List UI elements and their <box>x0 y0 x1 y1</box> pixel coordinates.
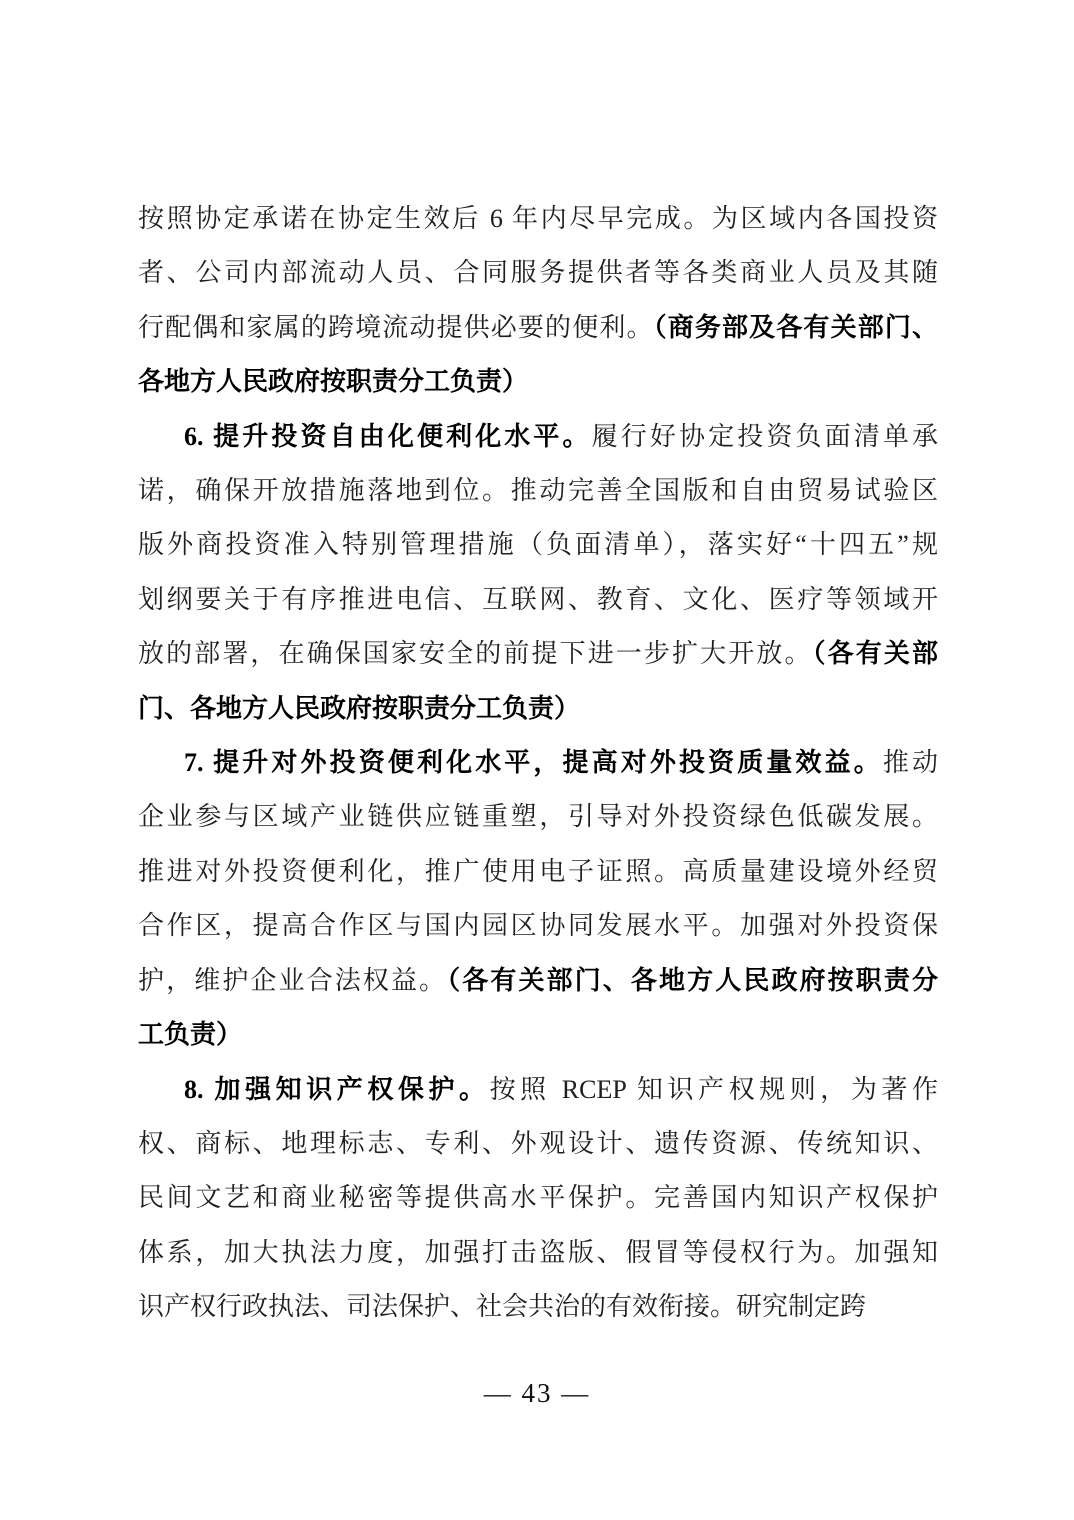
text-line <box>138 1171 938 1225</box>
body-text: 版外商投资准入特别管理措施（负面清单），落实好“十四五”规 <box>138 530 938 560</box>
text-line <box>138 1117 938 1171</box>
text-line <box>138 736 938 790</box>
body-text: 行配偶和家属的跨境流动提供必要的便利。 <box>138 312 654 342</box>
section-heading-text: 6. 提升投资自由化便利化水平。 <box>184 421 592 451</box>
text-line <box>138 1280 938 1334</box>
text-line <box>138 355 938 409</box>
text-line <box>138 954 938 1008</box>
text-line <box>138 301 938 355</box>
section-heading-text: 7. 提升对外投资便利化水平，提高对外投资质量效益。 <box>184 748 883 778</box>
body-text: 合作区，提高合作区与国内园区协同发展水平。加强对外投资保 <box>138 911 938 941</box>
body-text: 护，维护企业合法权益。 <box>138 965 448 995</box>
text-line <box>138 1226 938 1280</box>
text-line <box>138 192 938 246</box>
text-line <box>138 246 938 300</box>
page-footer <box>0 1378 1074 1409</box>
text-line <box>138 627 938 681</box>
body-text: 民间文艺和商业秘密等提供高水平保护。完善国内知识产权保护 <box>138 1183 938 1213</box>
body-text: 履行好协定投资负面清单承 <box>591 421 938 451</box>
body-text: 体系，加大执法力度，加强打击盗版、假冒等侵权行为。加强知 <box>138 1237 938 1267</box>
text-line <box>138 410 938 464</box>
text-line <box>138 1008 938 1062</box>
text-line <box>138 682 938 736</box>
responsibility-attribution-text: 工负责） <box>138 1020 243 1050</box>
body-text: 按照协定承诺在协定生效后 6 年内尽早完成。为区域内各国投资 <box>138 204 938 233</box>
text-line <box>138 573 938 627</box>
page-number: — 43 — <box>483 1378 591 1408</box>
body-text: 企业参与区域产业链供应链重塑，引导对外投资绿色低碳发展。 <box>138 802 938 832</box>
text-line <box>138 899 938 953</box>
responsibility-attribution-text: 各地方人民政府按职责分工负责） <box>138 367 529 397</box>
body-text: 放的部署，在确保国家安全的前提下进一步扩大开放。 <box>138 639 813 669</box>
responsibility-attribution-text: 门、各地方人民政府按职责分工负责） <box>138 693 581 723</box>
text-line <box>138 790 938 844</box>
body-text: 划纲要关于有序推进电信、互联网、教育、文化、医疗等领域开 <box>138 584 938 614</box>
body-text: 按照 RCEP 知识产权规则，为著作 <box>489 1074 938 1104</box>
text-line <box>138 518 938 572</box>
document-body <box>138 192 938 1335</box>
text-line <box>138 1063 938 1117</box>
text-line <box>138 464 938 518</box>
body-text: 推动 <box>882 748 938 778</box>
body-text: 推进对外投资便利化，推广使用电子证照。高质量建设境外经贸 <box>138 856 938 886</box>
body-text: 者、公司内部流动人员、合同服务提供者等各类商业人员及其随 <box>138 258 938 288</box>
responsibility-attribution-text: （各有关部 <box>812 639 938 669</box>
responsibility-attribution-text: （商务部及各有关部门、 <box>653 312 938 342</box>
body-text: 识产权行政执法、司法保护、社会共治的有效衔接。研究制定跨 <box>138 1292 867 1322</box>
section-heading-text: 8. 加强知识产权保护。 <box>184 1074 490 1104</box>
body-text: 权、商标、地理标志、专利、外观设计、遗传资源、传统知识、 <box>138 1128 938 1158</box>
responsibility-attribution-text: （各有关部门、各地方人民政府按职责分 <box>447 965 938 995</box>
body-text: 诺，确保开放措施落地到位。推动完善全国版和自由贸易试验区 <box>138 476 938 506</box>
text-line <box>138 845 938 899</box>
